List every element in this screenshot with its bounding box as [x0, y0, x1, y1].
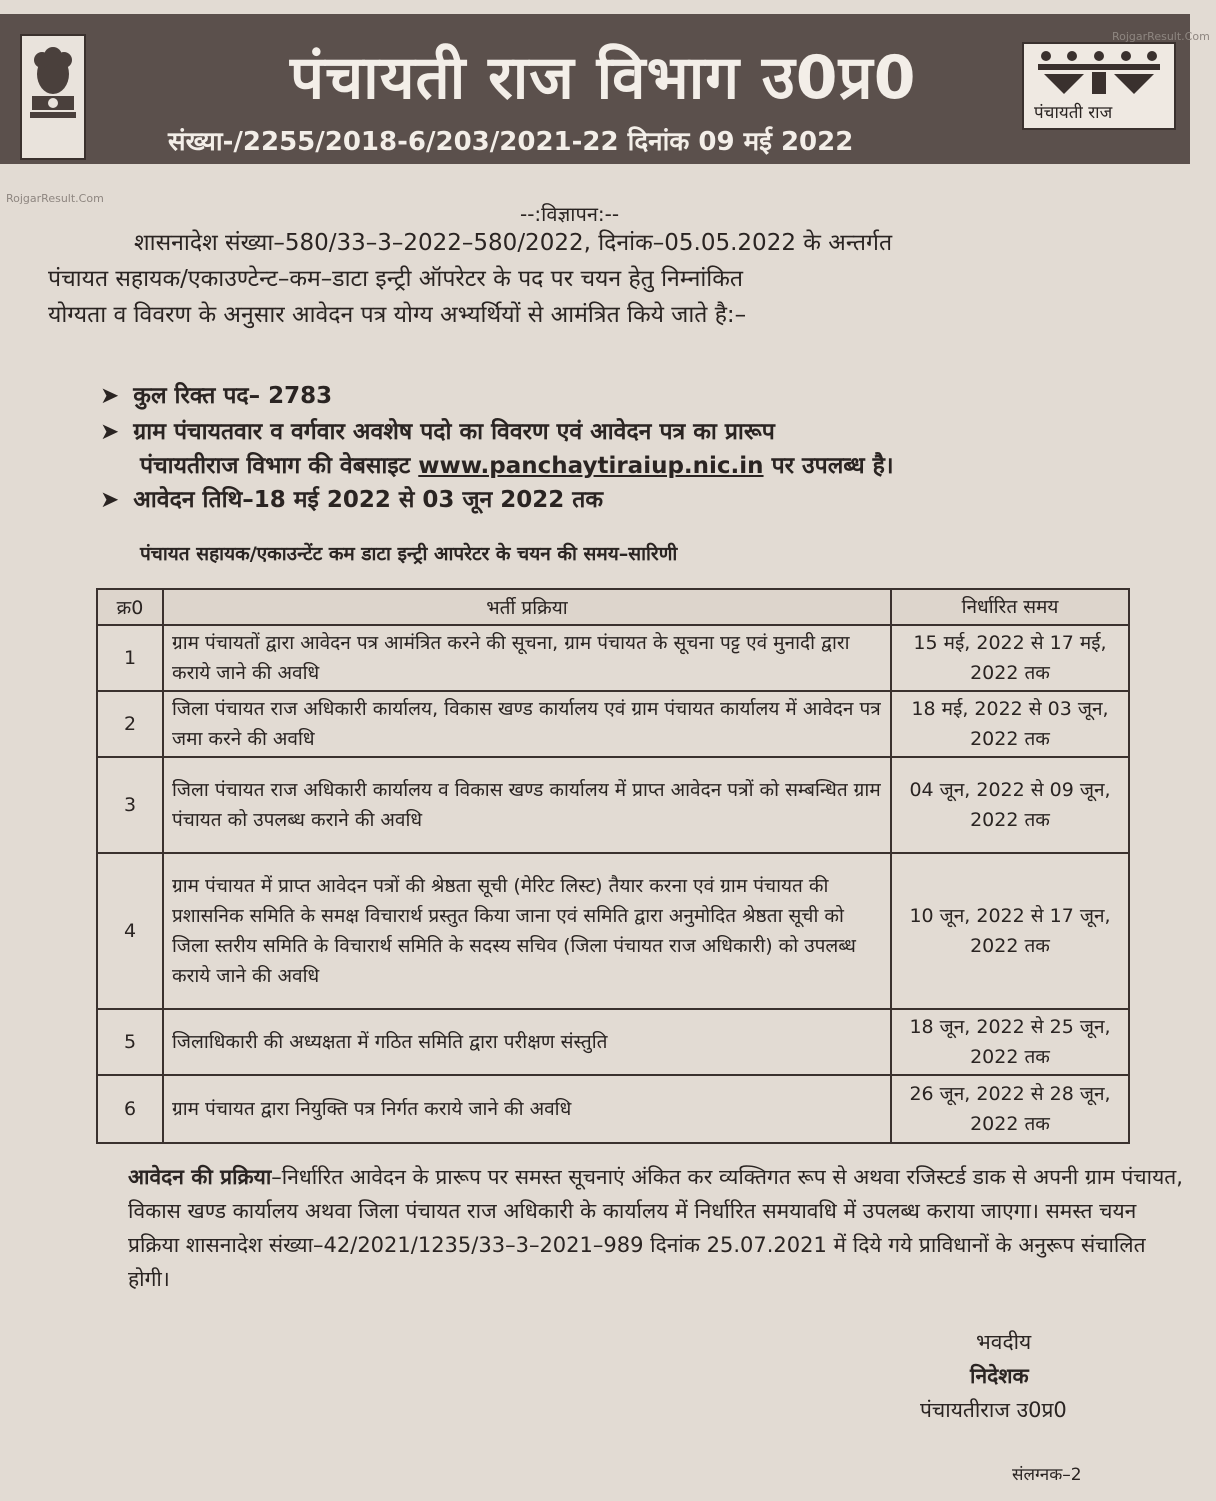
row-process: ग्राम पंचायतों द्वारा आवेदन पत्र आमंत्रित करने की सूचना, ग्राम पंचायत के सूचना पट्ट एवं मुनादी द्वारा कराये जाने की अवधि	[163, 625, 891, 691]
col-sn-header: क्र0	[97, 589, 163, 625]
table-row	[97, 625, 1129, 691]
bullet-website-line: पंचायतीराज विभाग की वेबसाइट www.panchaytiraiup.nic.in पर उपलब्ध है।	[140, 453, 894, 479]
row-sn: 1	[97, 625, 163, 691]
row-time: 15 मई, 2022 से 17 मई, 2022 तक	[891, 625, 1129, 691]
row-process: जिला पंचायत राज अधिकारी कार्यालय, विकास खण्ड कार्यालय एवं ग्राम पंचायत कार्यालय में आवेदन पत्र जमा करने की अवधि	[163, 691, 891, 757]
schedule-title: पंचायत सहायक/एकाउन्टेंट कम डाटा इन्ट्री आपरेटर के चयन की समय–सारिणी	[140, 543, 678, 565]
bullet-application-date: ➤ आवेदन तिथि–18 मई 2022 से 03 जून 2022 तक	[100, 487, 604, 513]
schedule-table	[96, 588, 1130, 1144]
annexure-label: संलग्नक–2	[1012, 1465, 1082, 1485]
row-time: 18 मई, 2022 से 03 जून, 2022 तक	[891, 691, 1129, 757]
row-time: 18 जून, 2022 से 25 जून, 2022 तक	[891, 1009, 1129, 1075]
row-sn: 2	[97, 691, 163, 757]
table-row	[97, 853, 1129, 1009]
watermark-top: RojgarResult.Com	[1112, 30, 1210, 43]
row-sn: 6	[97, 1075, 163, 1143]
watermark-left: RojgarResult.Com	[6, 192, 104, 205]
logo-caption: पंचायती राज	[1034, 103, 1113, 123]
col-time-header: निर्धारित समय	[891, 589, 1129, 625]
table-row	[97, 1075, 1129, 1143]
department-title: पंचायती राज विभाग उ0प्र0	[290, 43, 917, 113]
bullet-arrow-icon: ➤	[100, 487, 120, 513]
table-row	[97, 757, 1129, 853]
row-time: 04 जून, 2022 से 09 जून, 2022 तक	[891, 757, 1129, 853]
row-sn: 3	[97, 757, 163, 853]
intro-line-3: योग्यता व विवरण के अनुसार आवेदन पत्र योग्य अभ्यर्थियों से आमंत्रित किये जाते है:–	[48, 302, 747, 328]
header-banner	[0, 14, 1190, 164]
row-process: ग्राम पंचायत द्वारा नियुक्ति पत्र निर्गत कराये जाने की अवधि	[163, 1075, 891, 1143]
intro-line-1: शासनादेश संख्या–580/33–3–2022–580/2022, दिनांक–05.05.2022 के अन्तर्गत	[134, 230, 893, 256]
application-process-text	[128, 1160, 1188, 1296]
reference-number: संख्या-/2255/2018-6/203/2021-22 दिनांक 09 मई 2022	[168, 127, 854, 157]
process-body: –निर्धारित आवेदन के प्रारूप पर समस्त सूचनाएं अंकित कर व्यक्तिगत रूप से अथवा रजिस्टर्ड डाक से अपनी ग्राम पंचायत, विकास खण्ड कार्यालय अथवा जिला पंचायत राज अधिकारी के कार्यालय में निर्धारित समयावधि में उपलब्ध कराया जाएगा। समस्त चयन प्रक्रिया शासनादेश संख्या–42/2021/1235/33–3–2021–989 दिनांक 25.07.2021 में दिये गये प्राविधानों के अनुरूप संचालित होगी।	[128, 1165, 1183, 1291]
row-process: जिलाधिकारी की अध्यक्षता में गठित समिति द्वारा परीक्षण संस्तुति	[163, 1009, 891, 1075]
col-process-header: भर्ती प्रक्रिया	[163, 589, 891, 625]
table-row	[97, 691, 1129, 757]
bullet-total-posts: ➤ कुल रिक्त पद– 2783	[100, 383, 333, 409]
table-header-row	[97, 589, 1129, 625]
intro-line-2: पंचायत सहायक/एकाउण्टेन्ट–कम–डाटा इन्ट्री ऑपरेटर के पद पर चयन हेतु निम्नांकित	[48, 266, 744, 292]
bullet-arrow-icon: ➤	[100, 419, 120, 445]
row-process: जिला पंचायत राज अधिकारी कार्यालय व विकास खण्ड कार्यालय में प्राप्त आवेदन पत्रों को सम्बन्धित ग्राम पंचायत को उपलब्ध कराने की अवधि	[163, 757, 891, 853]
notice-heading: --:विज्ञापन:--	[520, 202, 620, 226]
website-link[interactable]: www.panchaytiraiup.nic.in	[418, 453, 764, 479]
ashoka-emblem-icon	[20, 34, 86, 160]
row-process: ग्राम पंचायत में प्राप्त आवेदन पत्रों की श्रेष्ठता सूची (मेरिट लिस्ट) तैयार करना एवं ग्राम पंचायत की प्रशासनिक समिति के समक्ष विचारार्थ प्रस्तुत किया जाना एवं समिति द्वारा अनुमोदित श्रेष्ठता सूची को जिला स्तरीय समिति के विचारार्थ समिति के सदस्य सचिव (जिला पंचायत राज अधिकारी) को उपलब्ध कराये जाने की अवधि	[163, 853, 891, 1009]
signoff-designation: निदेशक	[970, 1364, 1029, 1388]
row-time: 10 जून, 2022 से 17 जून, 2022 तक	[891, 853, 1129, 1009]
row-sn: 4	[97, 853, 163, 1009]
signoff-yours: भवदीय	[976, 1330, 1032, 1354]
bullet-arrow-icon: ➤	[100, 383, 120, 409]
row-sn: 5	[97, 1009, 163, 1075]
bullet-details: ➤ ग्राम पंचायतवार व वर्गवार अवशेष पदो का विवरण एवं आवेदन पत्र का प्रारूप	[100, 419, 775, 445]
signoff-department: पंचायतीराज उ0प्र0	[920, 1398, 1067, 1422]
process-lead: आवेदन की प्रक्रिया	[128, 1165, 272, 1189]
table-row	[97, 1009, 1129, 1075]
row-time: 26 जून, 2022 से 28 जून, 2022 तक	[891, 1075, 1129, 1143]
